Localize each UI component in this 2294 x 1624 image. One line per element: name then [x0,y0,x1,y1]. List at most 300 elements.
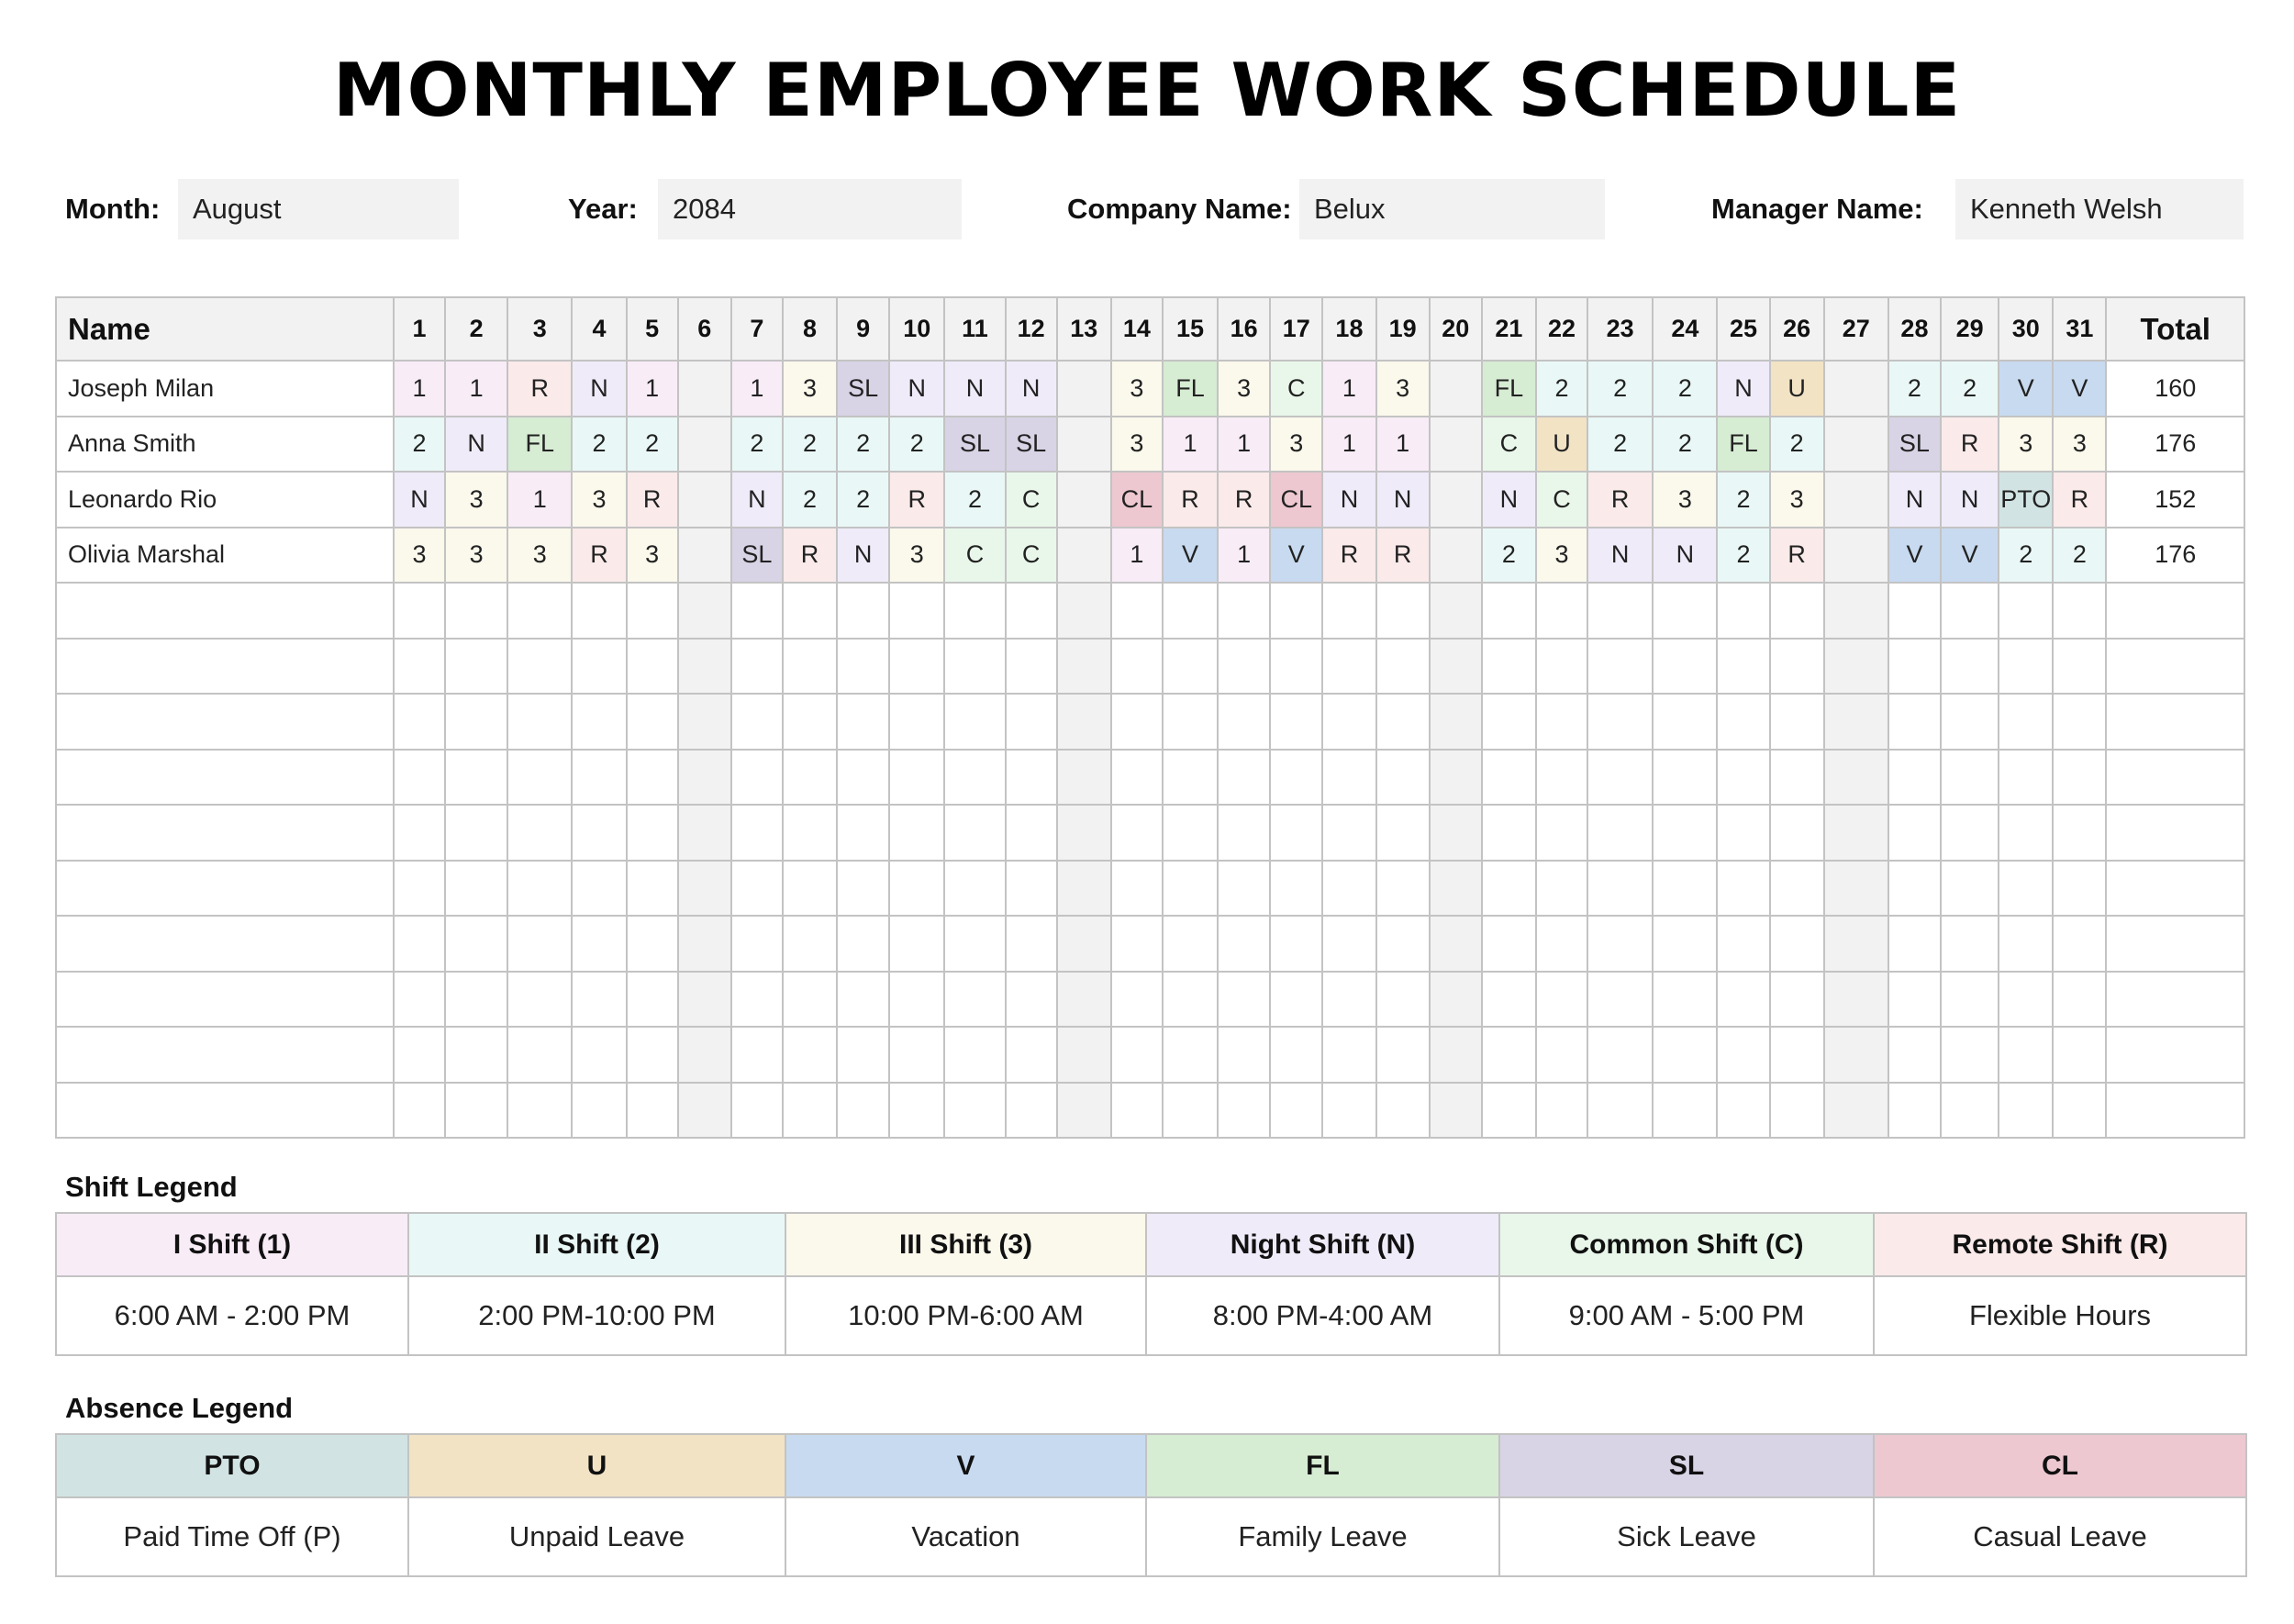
shift-cell[interactable] [1536,750,1587,806]
shift-cell[interactable] [783,1027,837,1083]
shift-cell[interactable] [627,639,678,695]
shift-cell[interactable] [1270,750,1322,806]
shift-cell[interactable] [889,750,944,806]
shift-cell[interactable] [1270,1083,1322,1139]
shift-cell[interactable] [678,583,731,639]
shift-cell[interactable] [731,1083,783,1139]
shift-cell[interactable] [1770,805,1824,861]
shift-cell[interactable]: N [1941,472,1999,528]
shift-cell[interactable]: CL [1111,472,1163,528]
shift-cell[interactable] [1430,1027,1482,1083]
shift-cell[interactable] [783,694,837,750]
shift-cell[interactable] [1999,1083,2053,1139]
shift-cell[interactable] [731,583,783,639]
shift-cell[interactable] [394,694,445,750]
shift-cell[interactable] [1888,583,1941,639]
shift-cell[interactable] [1770,861,1824,917]
shift-cell[interactable] [1218,1027,1270,1083]
shift-cell[interactable]: V [1941,528,1999,584]
shift-cell[interactable]: 3 [783,361,837,417]
shift-cell[interactable] [445,972,507,1028]
shift-cell[interactable]: R [1163,472,1218,528]
shift-cell[interactable] [445,861,507,917]
shift-cell[interactable] [572,972,626,1028]
shift-cell[interactable] [678,639,731,695]
shift-cell[interactable] [678,750,731,806]
shift-cell[interactable] [1941,1083,1999,1139]
shift-cell[interactable] [889,583,944,639]
shift-cell[interactable] [1941,750,1999,806]
shift-cell[interactable] [1941,583,1999,639]
shift-cell[interactable] [394,750,445,806]
shift-cell[interactable] [1376,750,1430,806]
shift-cell[interactable] [1587,639,1653,695]
shift-cell[interactable] [1430,694,1482,750]
shift-cell[interactable] [1322,583,1375,639]
shift-cell[interactable]: SL [837,361,889,417]
shift-cell[interactable] [1430,916,1482,972]
shift-cell[interactable] [1322,916,1375,972]
manager-name-field[interactable]: Kenneth Welsh [1955,179,2244,239]
shift-cell[interactable] [783,861,837,917]
shift-cell[interactable] [1536,583,1587,639]
shift-cell[interactable] [1888,805,1941,861]
shift-cell[interactable] [1999,805,2053,861]
shift-cell[interactable] [1270,805,1322,861]
shift-cell[interactable] [783,916,837,972]
shift-cell[interactable]: 1 [1218,528,1270,584]
shift-cell[interactable] [1824,972,1888,1028]
shift-cell[interactable]: 2 [837,472,889,528]
shift-cell[interactable]: SL [1888,417,1941,473]
shift-cell[interactable] [1006,639,1057,695]
shift-cell[interactable] [1057,1083,1111,1139]
shift-cell[interactable] [678,916,731,972]
shift-cell[interactable] [1322,1083,1375,1139]
shift-cell[interactable]: 2 [1717,528,1769,584]
shift-cell[interactable] [1824,639,1888,695]
shift-cell[interactable] [1482,639,1536,695]
shift-cell[interactable] [1587,1083,1653,1139]
shift-cell[interactable] [1717,805,1769,861]
shift-cell[interactable]: 3 [445,472,507,528]
shift-cell[interactable] [1717,583,1769,639]
shift-cell[interactable]: 2 [1717,472,1769,528]
shift-cell[interactable] [1536,861,1587,917]
shift-cell[interactable] [445,1027,507,1083]
shift-cell[interactable] [1653,583,1717,639]
shift-cell[interactable] [507,805,572,861]
shift-cell[interactable]: C [944,528,1005,584]
shift-cell[interactable]: N [394,472,445,528]
shift-cell[interactable]: U [1536,417,1587,473]
shift-cell[interactable] [2053,639,2106,695]
shift-cell[interactable] [1717,694,1769,750]
shift-cell[interactable] [1111,916,1163,972]
shift-cell[interactable] [1941,639,1999,695]
shift-cell[interactable] [1057,916,1111,972]
shift-cell[interactable] [731,694,783,750]
shift-cell[interactable] [889,1027,944,1083]
shift-cell[interactable]: V [1163,528,1218,584]
shift-cell[interactable] [1824,694,1888,750]
shift-cell[interactable] [1376,583,1430,639]
shift-cell[interactable] [678,972,731,1028]
shift-cell[interactable] [572,916,626,972]
shift-cell[interactable] [783,972,837,1028]
shift-cell[interactable]: N [889,361,944,417]
shift-cell[interactable]: 3 [2053,417,2106,473]
shift-cell[interactable] [1218,805,1270,861]
shift-cell[interactable] [678,1083,731,1139]
shift-cell[interactable]: N [1376,472,1430,528]
shift-cell[interactable] [507,1083,572,1139]
shift-cell[interactable]: 3 [1770,472,1824,528]
shift-cell[interactable] [1111,1027,1163,1083]
shift-cell[interactable]: 3 [627,528,678,584]
shift-cell[interactable] [1218,583,1270,639]
shift-cell[interactable] [1057,361,1111,417]
shift-cell[interactable] [944,583,1005,639]
shift-cell[interactable] [1717,861,1769,917]
shift-cell[interactable]: 2 [1941,361,1999,417]
shift-cell[interactable] [944,916,1005,972]
shift-cell[interactable] [1006,916,1057,972]
shift-cell[interactable]: N [1322,472,1375,528]
shift-cell[interactable] [394,916,445,972]
shift-cell[interactable] [1111,750,1163,806]
shift-cell[interactable] [889,805,944,861]
shift-cell[interactable] [572,805,626,861]
shift-cell[interactable] [731,972,783,1028]
shift-cell[interactable]: 2 [394,417,445,473]
shift-cell[interactable] [1270,916,1322,972]
shift-cell[interactable] [1770,1083,1824,1139]
shift-cell[interactable] [2053,1027,2106,1083]
shift-cell[interactable] [1999,916,2053,972]
shift-cell[interactable]: C [1270,361,1322,417]
shift-cell[interactable] [507,750,572,806]
shift-cell[interactable]: 3 [572,472,626,528]
shift-cell[interactable]: 1 [731,361,783,417]
shift-cell[interactable] [944,1083,1005,1139]
shift-cell[interactable] [507,861,572,917]
shift-cell[interactable] [445,1083,507,1139]
shift-cell[interactable]: R [783,528,837,584]
shift-cell[interactable] [1430,472,1482,528]
shift-cell[interactable]: 1 [394,361,445,417]
shift-cell[interactable]: 2 [1888,361,1941,417]
shift-cell[interactable]: 1 [1218,417,1270,473]
shift-cell[interactable] [1006,750,1057,806]
shift-cell[interactable]: R [1587,472,1653,528]
shift-cell[interactable] [678,805,731,861]
shift-cell[interactable]: FL [1482,361,1536,417]
shift-cell[interactable] [1888,750,1941,806]
shift-cell[interactable] [731,861,783,917]
shift-cell[interactable]: 2 [731,417,783,473]
shift-cell[interactable] [731,916,783,972]
shift-cell[interactable] [837,639,889,695]
shift-cell[interactable] [572,861,626,917]
shift-cell[interactable] [572,1027,626,1083]
shift-cell[interactable] [1057,528,1111,584]
shift-cell[interactable] [1653,972,1717,1028]
shift-cell[interactable] [1482,916,1536,972]
shift-cell[interactable] [1941,972,1999,1028]
shift-cell[interactable] [572,1083,626,1139]
shift-cell[interactable]: 3 [394,528,445,584]
shift-cell[interactable] [1888,1083,1941,1139]
shift-cell[interactable] [394,639,445,695]
shift-cell[interactable]: 3 [507,528,572,584]
shift-cell[interactable] [1111,861,1163,917]
shift-cell[interactable] [1653,750,1717,806]
employee-name[interactable] [56,694,394,750]
shift-cell[interactable] [507,583,572,639]
shift-cell[interactable] [627,1083,678,1139]
shift-cell[interactable] [2053,861,2106,917]
shift-cell[interactable] [837,972,889,1028]
shift-cell[interactable] [1482,1083,1536,1139]
shift-cell[interactable] [731,805,783,861]
shift-cell[interactable] [1888,694,1941,750]
shift-cell[interactable] [889,972,944,1028]
shift-cell[interactable] [1430,583,1482,639]
shift-cell[interactable] [1163,639,1218,695]
shift-cell[interactable] [1006,972,1057,1028]
shift-cell[interactable] [1587,583,1653,639]
shift-cell[interactable] [1218,916,1270,972]
shift-cell[interactable] [2053,694,2106,750]
shift-cell[interactable]: SL [944,417,1005,473]
shift-cell[interactable] [1587,1027,1653,1083]
shift-cell[interactable] [731,1027,783,1083]
shift-cell[interactable] [1653,916,1717,972]
shift-cell[interactable] [2053,972,2106,1028]
shift-cell[interactable] [944,750,1005,806]
shift-cell[interactable]: 2 [1770,417,1824,473]
shift-cell[interactable] [572,694,626,750]
shift-cell[interactable] [1430,972,1482,1028]
shift-cell[interactable] [783,639,837,695]
shift-cell[interactable] [1376,1083,1430,1139]
shift-cell[interactable] [627,916,678,972]
shift-cell[interactable] [1111,694,1163,750]
shift-cell[interactable] [1163,1027,1218,1083]
shift-cell[interactable] [627,583,678,639]
shift-cell[interactable]: C [1482,417,1536,473]
shift-cell[interactable]: N [1006,361,1057,417]
shift-cell[interactable] [678,528,731,584]
shift-cell[interactable]: 3 [1376,361,1430,417]
shift-cell[interactable] [1270,583,1322,639]
shift-cell[interactable] [1999,639,2053,695]
shift-cell[interactable] [1376,861,1430,917]
shift-cell[interactable] [1824,528,1888,584]
shift-cell[interactable]: 3 [1653,472,1717,528]
shift-cell[interactable] [1057,750,1111,806]
shift-cell[interactable] [394,583,445,639]
shift-cell[interactable]: 3 [1111,361,1163,417]
shift-cell[interactable] [1717,972,1769,1028]
shift-cell[interactable] [1941,694,1999,750]
shift-cell[interactable] [1430,861,1482,917]
shift-cell[interactable]: FL [1717,417,1769,473]
shift-cell[interactable] [627,972,678,1028]
shift-cell[interactable]: C [1536,472,1587,528]
shift-cell[interactable] [1653,639,1717,695]
shift-cell[interactable] [1999,750,2053,806]
shift-cell[interactable]: N [572,361,626,417]
shift-cell[interactable] [1653,805,1717,861]
shift-cell[interactable] [1824,1027,1888,1083]
shift-cell[interactable] [1653,1083,1717,1139]
shift-cell[interactable] [1218,861,1270,917]
shift-cell[interactable] [1057,805,1111,861]
shift-cell[interactable]: 3 [445,528,507,584]
shift-cell[interactable] [1163,583,1218,639]
shift-cell[interactable]: N [1482,472,1536,528]
shift-cell[interactable] [1006,861,1057,917]
shift-cell[interactable] [2053,583,2106,639]
shift-cell[interactable] [1218,1083,1270,1139]
employee-name[interactable] [56,750,394,806]
shift-cell[interactable]: 3 [1536,528,1587,584]
shift-cell[interactable] [1888,916,1941,972]
shift-cell[interactable]: R [2053,472,2106,528]
shift-cell[interactable] [445,583,507,639]
shift-cell[interactable] [1824,750,1888,806]
shift-cell[interactable] [944,639,1005,695]
shift-cell[interactable] [837,1083,889,1139]
shift-cell[interactable] [1218,694,1270,750]
shift-cell[interactable]: N [944,361,1005,417]
shift-cell[interactable] [1322,805,1375,861]
shift-cell[interactable] [1218,639,1270,695]
shift-cell[interactable] [2053,1083,2106,1139]
shift-cell[interactable]: 3 [889,528,944,584]
shift-cell[interactable] [1057,694,1111,750]
shift-cell[interactable] [1824,805,1888,861]
shift-cell[interactable]: 1 [1322,417,1375,473]
employee-name[interactable] [56,972,394,1028]
shift-cell[interactable] [1482,805,1536,861]
shift-cell[interactable] [1824,361,1888,417]
shift-cell[interactable]: 2 [944,472,1005,528]
shift-cell[interactable] [1270,694,1322,750]
shift-cell[interactable] [1322,750,1375,806]
shift-cell[interactable] [1587,805,1653,861]
employee-name[interactable]: Olivia Marshal [56,528,394,584]
shift-cell[interactable] [1376,972,1430,1028]
shift-cell[interactable] [678,361,731,417]
shift-cell[interactable] [394,972,445,1028]
shift-cell[interactable] [1717,916,1769,972]
shift-cell[interactable] [1111,972,1163,1028]
shift-cell[interactable] [1270,972,1322,1028]
shift-cell[interactable] [507,1027,572,1083]
employee-name[interactable]: Leonardo Rio [56,472,394,528]
shift-cell[interactable] [1163,694,1218,750]
shift-cell[interactable] [1999,694,2053,750]
shift-cell[interactable] [572,750,626,806]
shift-cell[interactable] [837,861,889,917]
shift-cell[interactable] [783,1083,837,1139]
shift-cell[interactable] [783,805,837,861]
shift-cell[interactable] [944,972,1005,1028]
shift-cell[interactable]: 2 [1482,528,1536,584]
shift-cell[interactable] [1999,583,2053,639]
shift-cell[interactable] [678,694,731,750]
shift-cell[interactable]: R [1322,528,1375,584]
shift-cell[interactable] [627,694,678,750]
shift-cell[interactable]: N [1717,361,1769,417]
shift-cell[interactable] [1057,861,1111,917]
shift-cell[interactable] [837,805,889,861]
shift-cell[interactable] [731,750,783,806]
shift-cell[interactable] [1536,916,1587,972]
shift-cell[interactable] [1587,972,1653,1028]
shift-cell[interactable]: V [1999,361,2053,417]
shift-cell[interactable] [1270,639,1322,695]
shift-cell[interactable] [1717,750,1769,806]
shift-cell[interactable] [1482,861,1536,917]
shift-cell[interactable] [1430,528,1482,584]
shift-cell[interactable]: U [1770,361,1824,417]
shift-cell[interactable]: SL [731,528,783,584]
shift-cell[interactable] [1430,750,1482,806]
shift-cell[interactable] [572,639,626,695]
shift-cell[interactable] [1941,916,1999,972]
shift-cell[interactable] [627,805,678,861]
shift-cell[interactable] [1376,1027,1430,1083]
employee-name[interactable]: Anna Smith [56,417,394,473]
shift-cell[interactable] [1999,972,2053,1028]
shift-cell[interactable] [1888,639,1941,695]
shift-cell[interactable]: C [1006,528,1057,584]
shift-cell[interactable]: 3 [1111,417,1163,473]
shift-cell[interactable]: 2 [2053,528,2106,584]
shift-cell[interactable] [1999,1027,2053,1083]
shift-cell[interactable] [1163,916,1218,972]
shift-cell[interactable]: R [1218,472,1270,528]
shift-cell[interactable] [1999,861,2053,917]
shift-cell[interactable] [889,861,944,917]
shift-cell[interactable]: 3 [1218,361,1270,417]
shift-cell[interactable]: 1 [1111,528,1163,584]
shift-cell[interactable] [445,916,507,972]
shift-cell[interactable]: C [1006,472,1057,528]
shift-cell[interactable] [1163,972,1218,1028]
shift-cell[interactable] [783,750,837,806]
shift-cell[interactable] [1536,972,1587,1028]
shift-cell[interactable] [1770,1027,1824,1083]
shift-cell[interactable] [1770,972,1824,1028]
shift-cell[interactable] [627,1027,678,1083]
shift-cell[interactable] [944,861,1005,917]
shift-cell[interactable] [1770,750,1824,806]
shift-cell[interactable] [1163,750,1218,806]
shift-cell[interactable]: 2 [1653,417,1717,473]
month-field[interactable]: August [178,179,459,239]
shift-cell[interactable]: R [1770,528,1824,584]
shift-cell[interactable] [507,694,572,750]
shift-cell[interactable] [1824,1083,1888,1139]
shift-cell[interactable] [445,694,507,750]
shift-cell[interactable] [394,861,445,917]
shift-cell[interactable] [1536,1083,1587,1139]
